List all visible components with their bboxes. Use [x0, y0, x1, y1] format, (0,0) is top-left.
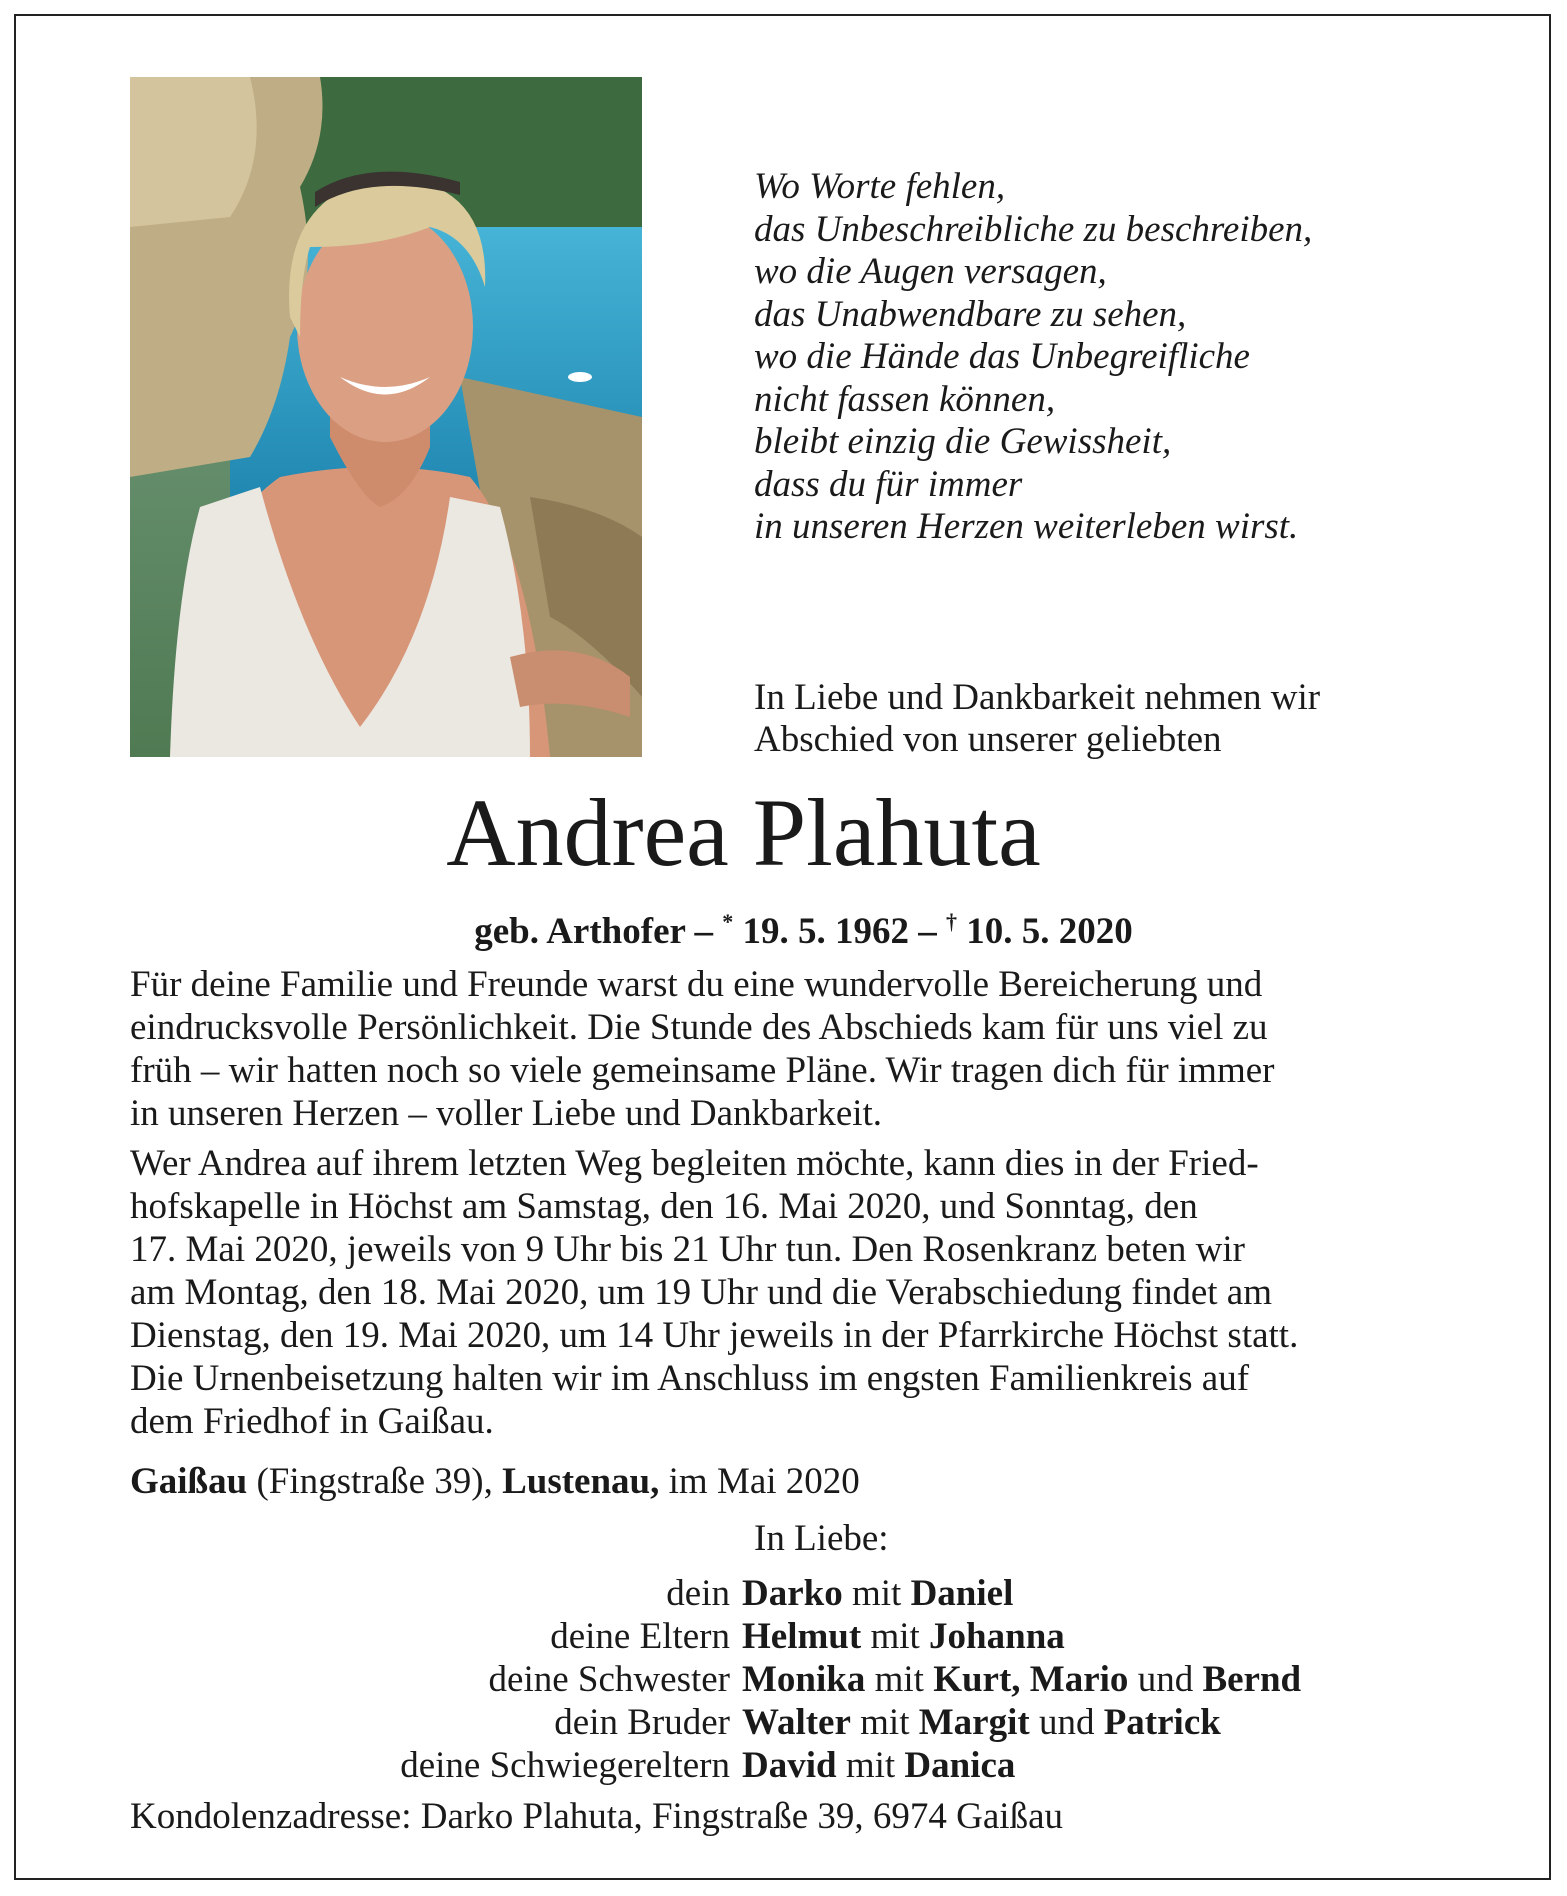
in-liebe-heading: In Liebe: — [754, 1518, 889, 1559]
connector-mit: mit — [874, 1659, 924, 1700]
maiden-name: geb. Arthofer — [474, 911, 686, 952]
paragraph-line: eindrucksvolle Persönlichkeit. Die Stunde des Abschieds kam für uns viel zu — [130, 1007, 1268, 1048]
family-name: Helmut — [742, 1616, 862, 1657]
family-name: Patrick — [1103, 1702, 1221, 1743]
connector-mit: mit — [860, 1702, 910, 1743]
paragraph-line: Für deine Familie und Freunde warst du eine wundervolle Bereicherung und — [130, 964, 1263, 1005]
relation: deine Eltern — [550, 1616, 730, 1657]
paragraph-line: Die Urnenbeisetzung halten wir im Anschluss im engsten Familienkreis auf — [130, 1358, 1250, 1399]
deceased-name: Andrea Plahuta — [446, 779, 1041, 886]
paragraph-line: früh – wir hatten noch so viele gemeinsame Pläne. Wir tragen dich für immer — [130, 1050, 1275, 1091]
connector-mit: mit — [851, 1573, 902, 1614]
town-lustenau: Lustenau, — [502, 1461, 660, 1502]
family-name: Kurt, Mario — [933, 1659, 1129, 1700]
poem-line: dass du für immer — [754, 463, 1023, 505]
family-list — [130, 1572, 1530, 1787]
paragraph-line: 17. Mai 2020, jeweils von 9 Uhr bis 21 Uhr tun. Den Rosenkranz beten wir — [130, 1229, 1245, 1270]
family-name: Johanna — [929, 1616, 1065, 1657]
birth-symbol: * — [722, 909, 734, 934]
family-name: David — [742, 1745, 837, 1786]
paragraph-line: Dienstag, den 19. Mai 2020, um 14 Uhr jeweils in der Pfarrkirche Höchst statt. — [130, 1315, 1299, 1356]
connector-und: und — [1038, 1702, 1095, 1743]
intro-line: In Liebe und Dankbarkeit nehmen wir — [754, 677, 1321, 718]
poem-line: nicht fassen können, — [754, 378, 1056, 420]
family-name: Daniel — [910, 1573, 1014, 1614]
poem-line: bleibt einzig die Gewissheit, — [754, 421, 1172, 462]
poem-line: das Unbeschreibliche zu beschreiben, — [754, 208, 1313, 250]
paragraph-line: in unseren Herzen – voller Liebe und Dankbarkeit. — [130, 1093, 883, 1134]
life-dates: geb. Arthofer – * 19. 5. 1962 – † 10. 5. 2020 — [474, 909, 1133, 952]
relation: deine Schwester — [488, 1659, 730, 1700]
town-gaissau: Gaißau — [130, 1461, 248, 1502]
paragraph-line: dem Friedhof in Gaißau. — [130, 1401, 494, 1442]
portrait-photo — [130, 77, 642, 757]
address: (Fingstraße 39), — [256, 1461, 493, 1502]
poem-line: in unseren Herzen weiterleben wirst. — [754, 506, 1299, 547]
tribute-paragraph — [130, 963, 1438, 1135]
poem-line: Wo Worte fehlen, — [754, 166, 1006, 207]
poem — [754, 166, 1514, 549]
death-symbol: † — [946, 909, 957, 934]
family-name: Bernd — [1202, 1659, 1302, 1700]
ceremony-paragraph — [130, 1142, 1438, 1443]
family-name: Walter — [742, 1702, 851, 1743]
paragraph-line: am Montag, den 18. Mai 2020, um 19 Uhr und die Verabschiedung findet am — [130, 1272, 1272, 1313]
poem-line: das Unabwendbare zu sehen, — [754, 293, 1187, 335]
family-row — [130, 1572, 1530, 1615]
poem-line: wo die Augen versagen, — [754, 251, 1107, 292]
connector-mit: mit — [845, 1745, 896, 1786]
poem-line: wo die Hände das Unbegreifliche — [754, 336, 1250, 377]
condolence-address: Kondolenzadresse: Darko Plahuta, Fingstraße 39, 6974 Gaißau — [130, 1796, 1064, 1837]
intro-text — [754, 677, 1494, 761]
family-name: Monika — [742, 1659, 866, 1700]
birth-date: 19. 5. 1962 — [742, 911, 909, 952]
connector-mit: mit — [870, 1616, 920, 1657]
relation: deine Schwiegereltern — [400, 1745, 730, 1786]
family-row — [130, 1658, 1530, 1701]
connector-und: und — [1137, 1659, 1194, 1700]
paragraph-line: Wer Andrea auf ihrem letzten Weg begleiten möchte, kann dies in der Fried- — [130, 1143, 1259, 1184]
death-date: 10. 5. 2020 — [966, 911, 1133, 952]
paragraph-line: hofskapelle in Höchst am Samstag, den 16. Mai 2020, und Sonntag, den — [130, 1186, 1198, 1227]
family-name: Danica — [904, 1745, 1016, 1786]
family-name: Margit — [918, 1702, 1030, 1743]
family-row — [130, 1744, 1530, 1787]
family-name: Darko — [742, 1573, 843, 1614]
place-date-line — [130, 1460, 860, 1504]
month-date: im Mai 2020 — [668, 1461, 860, 1502]
family-row — [130, 1615, 1530, 1658]
relation: dein — [666, 1573, 730, 1614]
relation: dein Bruder — [554, 1702, 730, 1743]
intro-line: Abschied von unserer geliebten — [754, 719, 1222, 760]
family-row — [130, 1701, 1530, 1744]
